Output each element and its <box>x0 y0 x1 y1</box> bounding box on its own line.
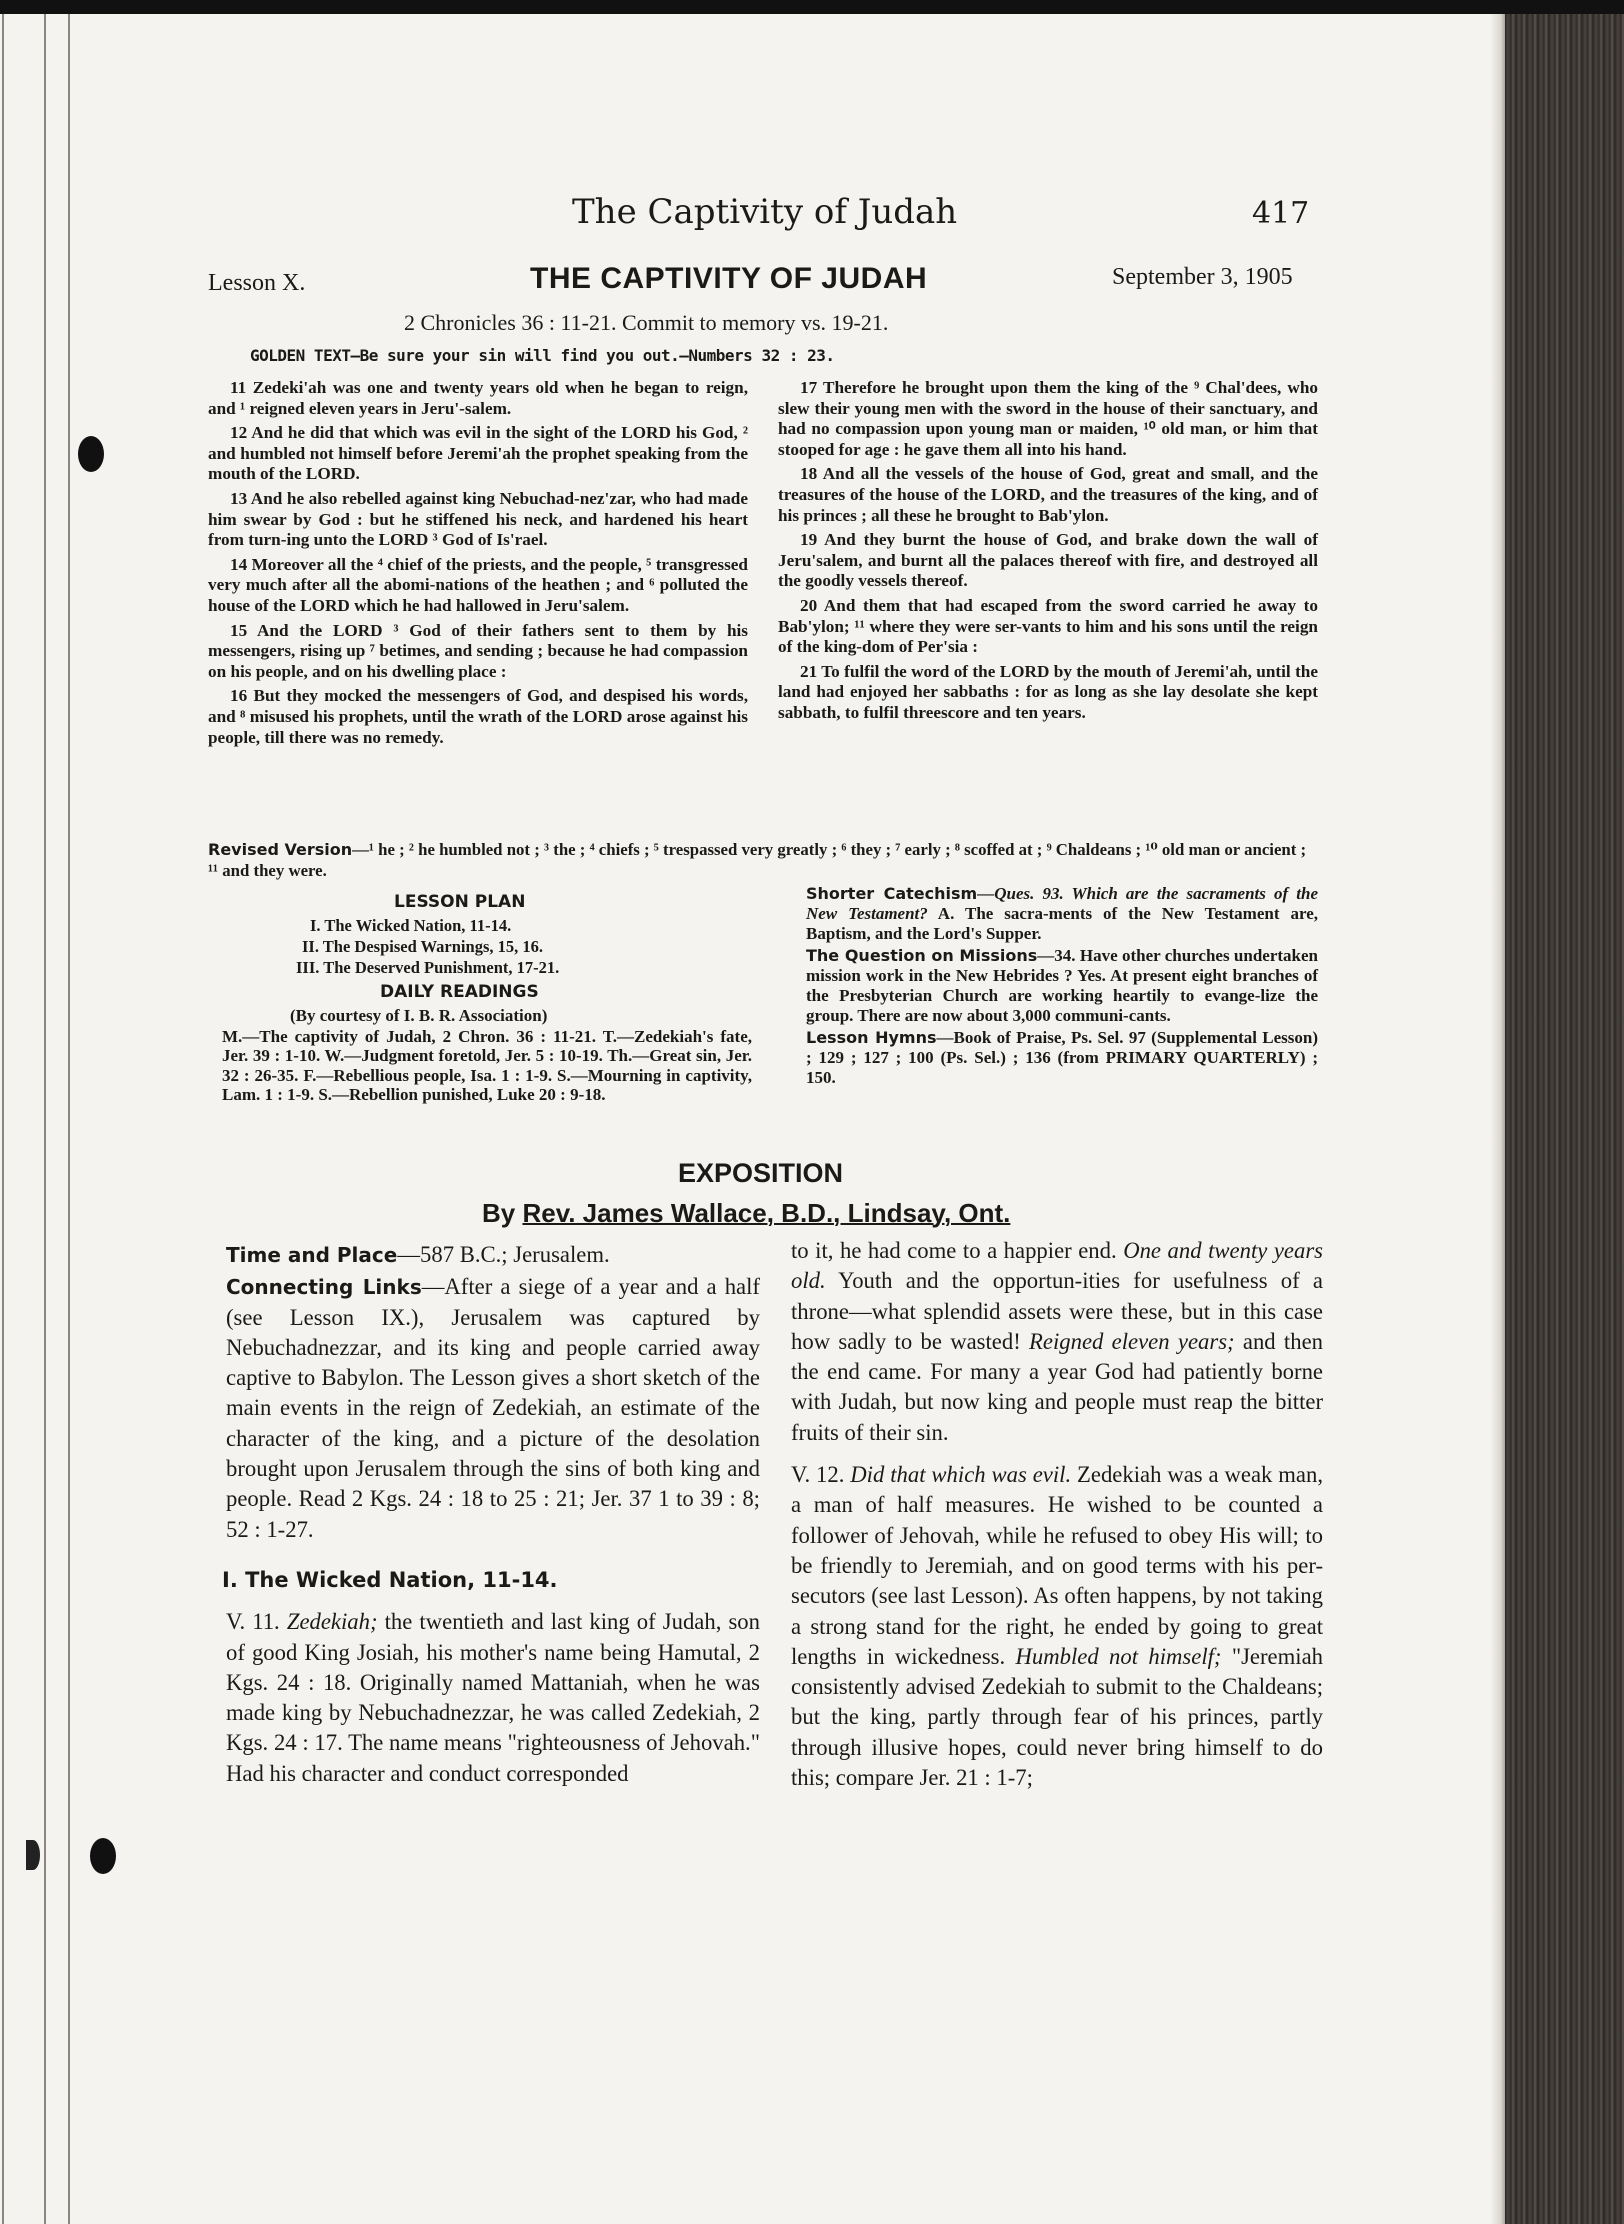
revised-version <box>208 839 1318 881</box>
verse: 11 Zedeki'ah was one and twenty years old when he began to reign, and ¹ reigned eleven years in Jeru'-salem. <box>208 378 748 418</box>
author-byline <box>482 1198 1010 1229</box>
catechism-missions-hymns <box>806 884 1318 1090</box>
daily-readings-heading: DAILY READINGS <box>380 982 539 1002</box>
catechism-label: Shorter Catechism <box>806 884 978 903</box>
author-name: Rev. James Wallace, B.D., Lindsay, Ont. <box>522 1198 1011 1228</box>
scripture-reference: 2 Chronicles 36 : 11-21. Commit to memory vs. 19-21. <box>404 310 889 335</box>
text-run: Zedekiah was a weak man, a man of half measures. He wished to be counted a follower of Jehovah, while he refused to obey His will; to be friendly to Jeremiah, and on good terms with his per-secutors (see last Lesson). As often happens, by not taking a strong stand for the right, he ended by going to great lengths in wickedness. <box>791 1462 1323 1669</box>
scripture-column-left <box>208 378 748 752</box>
verse-12-commentary <box>791 1460 1323 1793</box>
lesson-title: THE CAPTIVITY OF JUDAH <box>530 262 928 295</box>
binder-hole-top <box>78 436 104 472</box>
daily-readings-note: (By courtesy of I. B. R. Association) <box>290 1006 548 1025</box>
verse-word: Zedekiah; <box>286 1609 378 1635</box>
verse-11-continued <box>791 1236 1323 1448</box>
page-number: 417 <box>1252 196 1310 231</box>
verse-text: the twentieth and last king of Judah, son of good King Josiah, his mother's name being Hamutal, 2 Kgs. 24 : 18. Originally named Mattaniah, when he was made king by Nebuchadnezzar, he was called Zedekiah, 2 Kgs. 24 : 17. The name means "righteousness of Jehovah." Had his character and conduct corresponded <box>226 1609 760 1786</box>
links-label: Connecting Links <box>226 1275 422 1300</box>
catechism <box>806 884 1318 944</box>
top-border <box>0 0 1624 14</box>
catechism-answer: A. The sacra-ments of the New Testament are, Baptism, and the Lord's Supper. <box>806 904 1318 943</box>
verse: 19 And they burnt the house of God, and brake down the wall of Jeru'salem, and burnt all the palaces thereof with fire, and destroyed all the goodly vessels thereof. <box>778 530 1318 591</box>
binder-hole-partial <box>26 1840 40 1870</box>
hymns-label: Lesson Hymns <box>806 1028 937 1047</box>
exposition-heading: EXPOSITION <box>678 1158 844 1188</box>
italic-run: One and twenty years old. <box>791 1238 1323 1294</box>
verse: 17 Therefore he brought upon them the king of the ⁹ Chal'dees, who slew their young men with the sword in the house of their sanctuary, and had no compassion upon young man or maiden, ¹⁰ old man, or him that stooped for age : he gave them all into his hand. <box>778 378 1318 459</box>
verse-ref: V. 12. <box>791 1462 851 1488</box>
lesson-number: Lesson X. <box>208 270 306 296</box>
golden-text: GOLDEN TEXT—Be sure your sin will find you out.—Numbers 32 : 23. <box>250 346 835 365</box>
lesson-plan-heading: LESSON PLAN <box>394 892 526 912</box>
missions-label: The Question on Missions <box>806 946 1038 965</box>
hymns <box>806 1028 1318 1088</box>
verse: 15 And the LORD ³ God of their fathers sent to them by his messengers, rising up ⁷ betimes, and sending ; because he had compassion on his people, and on his dwelling place : <box>208 620 748 681</box>
verse: 13 And he also rebelled against king Nebuchad-nez'zar, who had made him swear by God : but he stiffened his neck, and hardened his heart from turn-ing unto the LORD ³ God of Is'rael. <box>208 488 748 550</box>
book-page-stack <box>1505 14 1624 2224</box>
revised-version-text: —¹ he ; ² he humbled not ; ³ the ; ⁴ chiefs ; ⁵ trespassed very greatly ; ⁶ they ; ⁷ early ; ⁸ scoffed at ; ⁹ Chaldeans ; ¹⁰ old man or ancient ; ¹¹ and they were. <box>208 840 1307 880</box>
revised-version-label: Revised Version <box>208 840 353 859</box>
missions <box>806 946 1318 1026</box>
binder-hole-bottom <box>90 1838 116 1874</box>
time-text: —587 B.C.; Jerusalem. <box>397 1242 610 1267</box>
exposition-column-right <box>791 1236 1323 1805</box>
links-text: —After a siege of a year and a half (see Lesson IX.), Jerusalem was captured by Nebuchadnezzar, and its king and people carried away captive to Babylon. The Lesson gives a short sketch of the main events in the reign of Zedekiah, an estimate of the character of the king, and a picture of the desolation brought upon Jerusalem through the sins of both king and people. Read 2 Kgs. 24 : 18 to 25 : 21; Jer. 37 1 to 39 : 8; 52 : 1-27. <box>226 1274 760 1542</box>
text-run: to it, he had come to a happier end. <box>791 1238 1124 1263</box>
page-edge-line-2 <box>44 14 46 2224</box>
time-and-place <box>226 1240 760 1270</box>
verse: 21 To fulfil the word of the LORD by the mouth of Jeremi'ah, until the land had enjoyed her sabbaths : for as long as she lay desolate she kept sabbath, to fulfil threescore and ten years. <box>778 661 1318 722</box>
italic-run: Reigned eleven years; <box>1029 1328 1235 1354</box>
exposition-column-left <box>222 1240 760 1801</box>
lesson-plan-item: II. The Despised Warnings, 15, 16. <box>302 937 543 956</box>
lesson-date: September 3, 1905 <box>1112 264 1293 290</box>
hymns-text: —Book of Praise, Ps. Sel. 97 (Supplemental Lesson) ; 129 ; 127 ; 100 (Ps. Sel.) ; 136 (from PRIMARY QUARTERLY) ; 150. <box>806 1028 1318 1087</box>
running-title: The Captivity of Judah <box>572 192 958 232</box>
verse: 16 But they mocked the messengers of God, and despised his words, and ⁸ misused his prophets, until the wrath of the LORD arose against his people, till there was no remedy. <box>208 686 748 747</box>
verse: 14 Moreover all the ⁴ chief of the priests, and the people, ⁵ transgressed very much after all the abomi-nations of the heathen ; and ⁶ polluted the house of the LORD which he had hallowed in Jeru'salem. <box>208 554 748 615</box>
missions-text: —34. Have other churches undertaken mission work in the New Hebrides ? Yes. At present eight branches of the Presbyterian Church are working heartily to evange-lize the group. There are now about 3,000 communi-cants. <box>806 946 1318 1025</box>
text-run: and then the end came. For many a year God had patiently borne with Judah, but now king and people must reap the bitter fruits of their sin. <box>791 1328 1323 1445</box>
verse: 12 And he did that which was evil in the sight of the LORD his God, ² and humbled not himself before Jeremi'ah the prophet speaking from the mouth of the LORD. <box>208 423 748 484</box>
lesson-plan-item: III. The Deserved Punishment, 17-21. <box>296 958 560 977</box>
daily-readings-text: M.—The captivity of Judah, 2 Chron. 36 : 11-21. T.—Zedekiah's fate, Jer. 39 : 1-10. W.—Judgment foretold, Jer. 5 : 10-19. Th.—Great sin, Jer. 32 : 26-35. F.—Rebellious people, Isa. 1 : 1-9. S.—Mourning in captivity, Lam. 1 : 1-9. S.—Rebellion punished, Luke 20 : 9-18. <box>222 1027 752 1105</box>
page-edge-line-3 <box>68 14 70 2224</box>
italic-run: Did that which was evil. <box>850 1462 1072 1488</box>
italic-run: Humbled not himself; <box>1015 1643 1222 1669</box>
text-run: "Jeremiah consistently advised Zedekiah to submit to the Chaldeans; but the king, partly through fear of his princes, partly through illusive hopes, could never bring himself to do this; compare Jer. 21 : 1-7; <box>791 1643 1323 1791</box>
connecting-links <box>226 1272 760 1545</box>
verse-11-commentary <box>226 1607 760 1789</box>
verse: 18 And all the vessels of the house of God, great and small, and the treasures of the house of the LORD, and the treasures of the king, and of his princes ; all these he brought to Bab'ylon. <box>778 464 1318 525</box>
section-title: I. The Wicked Nation, 11-14. <box>222 1567 558 1592</box>
catechism-question: —Ques. 93. Which are the sacraments of the New Testament? <box>806 884 1318 923</box>
lesson-plan-item: I. The Wicked Nation, 11-14. <box>310 916 512 935</box>
verse: 20 And them that had escaped from the sword carried he away to Bab'ylon; ¹¹ where they were ser-vants to him and his sons until the reign of the king-dom of Per'sia : <box>778 595 1318 657</box>
byline-prefix: By <box>482 1198 523 1228</box>
text-run: Youth and the opportun-ities for usefulness of a throne—what splendid assets were these, but in this case how sadly to be wasted! <box>791 1268 1323 1354</box>
scripture-column-right <box>778 378 1318 728</box>
time-label: Time and Place <box>226 1243 398 1267</box>
section-heading <box>222 1565 760 1595</box>
page-edge-line-1 <box>2 14 4 2224</box>
verse-ref: V. 11. <box>226 1609 287 1635</box>
